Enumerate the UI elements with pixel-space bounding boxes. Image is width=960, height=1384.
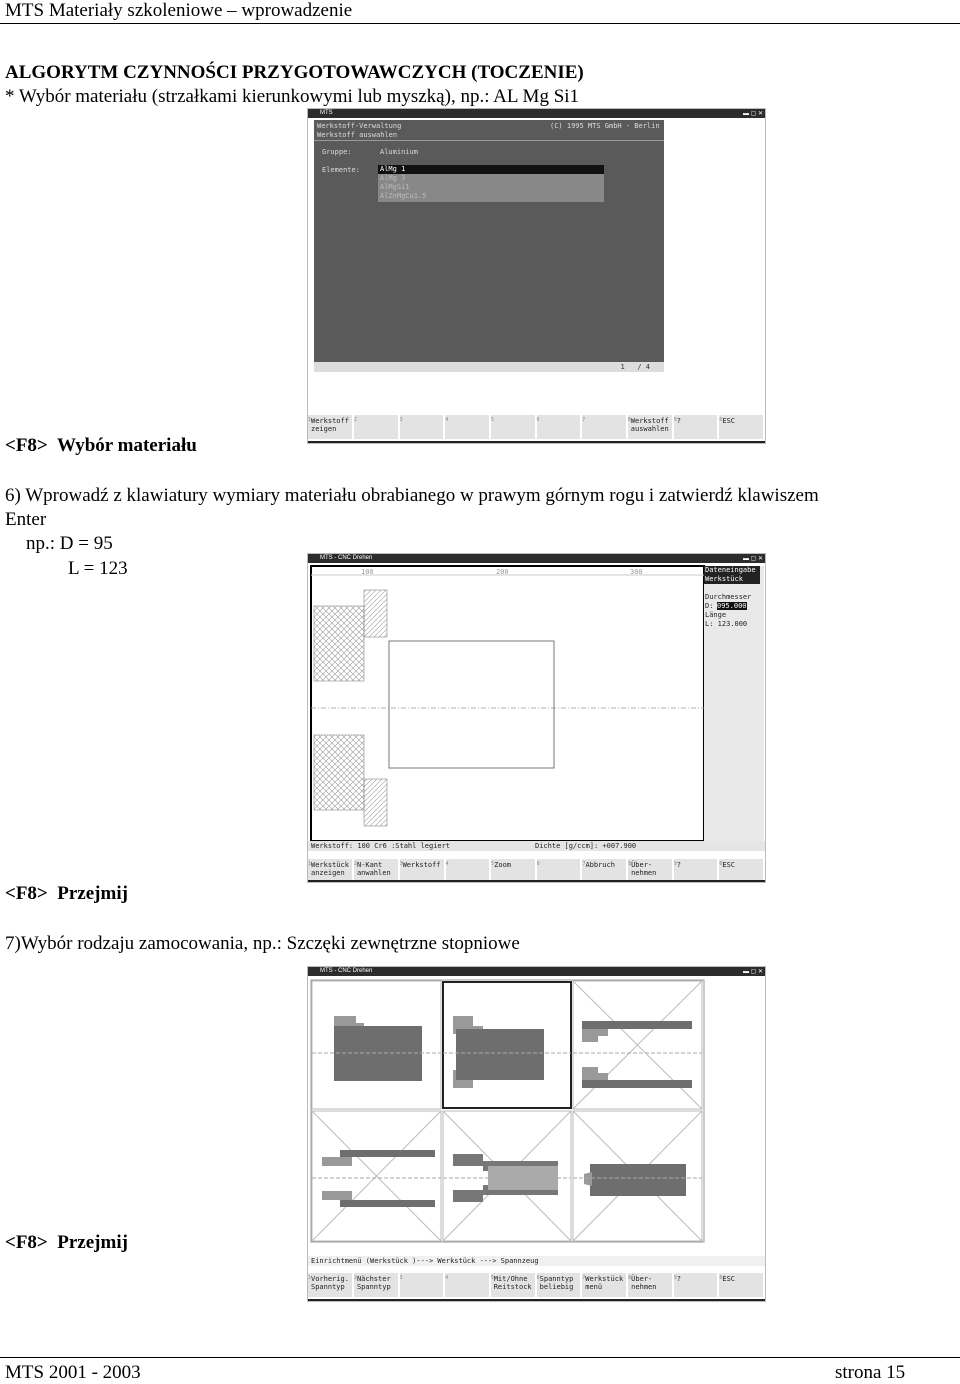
element-item[interactable]: AlMg 3 [380, 174, 406, 182]
menu-title-2: Werkstoff auswahlen [317, 131, 398, 139]
fkey-5[interactable]: 5 Mit/Ohne Reitstock [491, 1273, 537, 1297]
chuck-jaw [314, 735, 364, 810]
fkey-8[interactable]: 8 Über- nehmen [628, 1273, 674, 1297]
material-window [314, 120, 664, 362]
fkey-3[interactable]: 3 Werkstoff [400, 859, 446, 883]
fkey-10[interactable]: 0 ESC [719, 1273, 765, 1297]
diameter-input[interactable]: 095.000 [717, 602, 747, 610]
length-label: Länge [705, 611, 727, 619]
group-value[interactable]: Aluminium [380, 148, 418, 156]
fkey-3[interactable]: 3 [400, 415, 446, 439]
footer-page-number: strona 15 [835, 1362, 906, 1383]
fkey-9[interactable]: 9 ? [674, 415, 720, 439]
element-item[interactable]: AlZnMgCu1.5 [380, 192, 427, 200]
function-key-bar [308, 415, 765, 439]
fkey-6[interactable]: 6 [537, 859, 583, 883]
copyright: (C) 1995 MTS GmbH - Berlin [550, 122, 660, 130]
fkey-6[interactable]: 6 Spanntyp beliebig [537, 1273, 583, 1297]
fkey-2[interactable]: 2 N-Kant anwahlen [354, 859, 400, 883]
f8-key-label: <F8> Wybór materiału [5, 435, 197, 456]
header-divider [0, 23, 960, 24]
diameter-label: Durchmesser [705, 593, 752, 601]
function-key-bar [308, 1273, 765, 1297]
page-header: MTS Materiały szkoleniowe – wprowadzenie [5, 0, 353, 21]
step6-text: 6) Wprowadź z klawiatury wymiary materiału obrabianego w prawym górnym rogu i zatwierdź klawiszem [5, 485, 819, 506]
fkey-2[interactable]: 2 Nächster Spanntyp [354, 1273, 400, 1297]
fkey-2[interactable]: 2 [354, 415, 400, 439]
fkey-4[interactable]: 4 [446, 859, 492, 883]
elements-list[interactable] [378, 165, 604, 202]
fkey-1[interactable]: 1 Vorherig. Spanntyp [308, 1273, 354, 1297]
ruler-label: 200 [496, 568, 509, 576]
window-buttons-icon: ▬ ▢ ✕ [742, 969, 763, 975]
f8-key-label: <F8> Przejmij [5, 883, 128, 904]
element-item[interactable]: AlMgSi1 [380, 183, 410, 191]
footer-left: MTS 2001 - 2003 [5, 1362, 141, 1383]
bottom-rule [308, 880, 766, 882]
diameter-prefix: D: [705, 602, 714, 610]
bottom-rule [308, 1299, 766, 1301]
fkey-10[interactable]: 0 ESC [719, 415, 765, 439]
window-titlebar [308, 554, 765, 563]
fkey-1[interactable]: 1 Werkstoff zeigen [308, 415, 354, 439]
fkey-7[interactable]: 7 Abbruch [582, 859, 628, 883]
clamping-selection-screenshot [307, 966, 766, 1302]
page-indicator: 1 / 4 [620, 363, 650, 371]
fkey-8[interactable]: 8 Über- nehmen [628, 859, 674, 883]
window-buttons-icon: ▬ ▢ ✕ [742, 556, 763, 562]
group-label: Gruppe: [322, 148, 352, 156]
material-status: Werkstoff: 100 Cr6 :Stahl legiert [311, 842, 451, 850]
fkey-7[interactable]: 7 [582, 415, 628, 439]
step7-text: 7)Wybór rodzaju zamocowania, np.: Szczęki zewnętrzne stopniowe [5, 933, 520, 954]
status-strip [314, 362, 664, 372]
fkey-10[interactable]: 0 ESC [719, 859, 765, 883]
divider [314, 140, 664, 141]
setup-path-status: Einrichtmenü (Werkstück )---> Werkstück ---> Spannzeug [311, 1257, 539, 1265]
clamping-options-grid [308, 976, 766, 1251]
workpiece-drawing [308, 563, 766, 848]
f8-key-label: <F8> Przejmij [5, 1232, 128, 1253]
step6-diameter: np.: D = 95 [26, 533, 113, 554]
chuck-jaw [314, 606, 364, 681]
ruler-label: 100 [361, 568, 374, 576]
material-step-text: * Wybór materiału (strzałkami kierunkowymi lub myszką), np.: AL Mg Si1 [5, 86, 580, 107]
bottom-rule [308, 441, 766, 443]
fkey-4[interactable]: 4 [445, 1273, 491, 1297]
fkey-6[interactable]: 6 [537, 415, 583, 439]
data-entry-panel-title: Dateneingabe Werkstück [704, 566, 760, 584]
step6-enter: Enter [5, 509, 47, 530]
ruler-label: 300 [630, 568, 643, 576]
menu-title-1: Werkstoff-Verwaltung [317, 122, 402, 130]
section-heading: ALGORYTM CZYNNOŚCI PRZYGOTOWAWCZYCH (TOCZENIE) [5, 62, 584, 83]
footer-divider [0, 1357, 960, 1358]
workpiece-input-screenshot [307, 553, 766, 883]
window-title: MTS - CNC Drehen [320, 555, 373, 561]
window-title: MTS - CNC Drehen [320, 968, 373, 974]
fkey-8[interactable]: 8 Werkstoff auswahlen [628, 415, 674, 439]
fkey-3[interactable]: 3 [400, 1273, 446, 1297]
chuck-jaw [364, 590, 387, 637]
density-status: Dichte [g/ccm]: +007.900 [535, 842, 637, 850]
element-item-selected[interactable]: AlMg 1 [378, 165, 604, 174]
window-title: MTS [320, 110, 333, 116]
fkey-9[interactable]: 9 ? [674, 859, 720, 883]
fkey-9[interactable]: 9 ? [674, 1273, 720, 1297]
fkey-5[interactable]: 5 [491, 415, 537, 439]
window-titlebar [308, 109, 765, 118]
window-buttons-icon: ▬ ▢ ✕ [742, 111, 763, 117]
fkey-1[interactable]: 1 Werkstück anzeigen [308, 859, 354, 883]
elements-label: Elemente: [322, 166, 360, 174]
material-selection-screenshot [307, 108, 766, 444]
fkey-5[interactable]: 5 Zoom [491, 859, 537, 883]
status-strip [308, 841, 766, 851]
fkey-7[interactable]: 7 Werkstück menü [582, 1273, 628, 1297]
step6-length: L = 123 [68, 558, 128, 579]
length-input[interactable]: L: 123.000 [705, 620, 748, 628]
chuck-jaw [364, 779, 387, 826]
fkey-4[interactable]: 4 [445, 415, 491, 439]
window-titlebar [308, 967, 765, 976]
status-strip [308, 1256, 766, 1266]
